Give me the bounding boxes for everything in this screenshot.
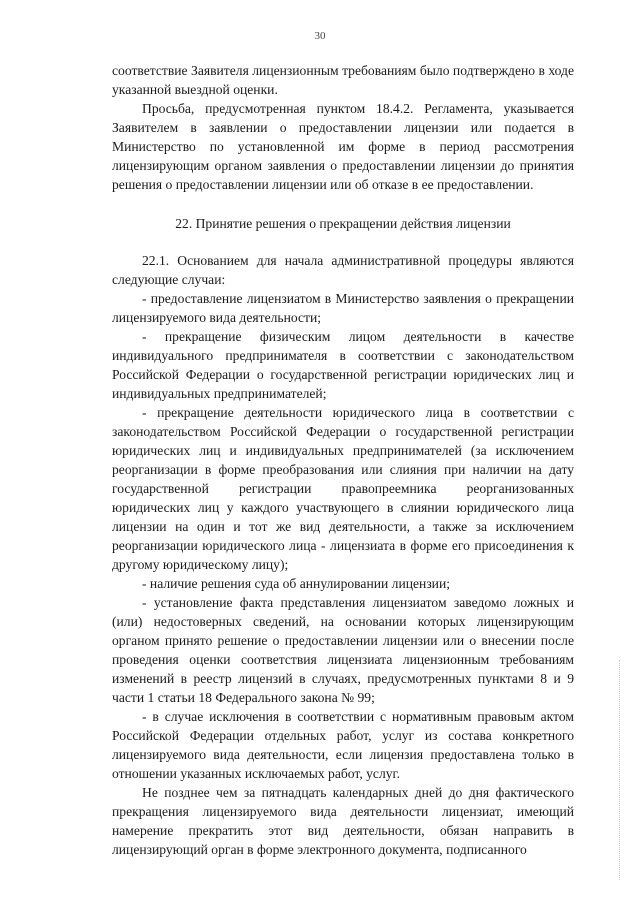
scan-edge-marks: [617, 660, 620, 880]
list-item: - в случае исключения в соответствии с нормативным правовым актом Российской Федерации отдельных работ, услуг из состава конкретного лицензируемого вида деятельности, если лицензия предоставлена только в отношении указанных исключаемых работ, услуг.: [112, 709, 574, 781]
page-number: 30: [314, 30, 326, 42]
paragraph-continuation: соответствие Заявителя лицензионным требованиям было подтверждено в ходе указанной выездной оценки.: [112, 63, 574, 97]
list-item: - прекращение физическим лицом деятельности в качестве индивидуального предпринимателя в соответствии с законодательством Российской Федерации о государственной регистрации юридических лиц и индивидуальных предпринимателей;: [112, 329, 574, 401]
section-heading: 22. Принятие решения о прекращении действия лицензии: [175, 216, 511, 231]
paragraph-grounds: 22.1. Основанием для начала административной процедуры являются следующие случаи:: [112, 253, 574, 287]
list-item: - прекращение деятельности юридического лица в соответствии с законодательством Российской Федерации о государственной регистрации юридических лиц и индивидуальных предпринимателей (за исключением реорганизации в форме преобразования или слияния при наличии на дату государственной регистрации правопреемника реорганизованных юридических лиц у каждого участвующего в слиянии юридического лица лицензии на один и тот же вид деятельности, а также за исключением реорганизации юридического лица - лицензиата в форме его присоединения к другому юридическому лицу);: [112, 405, 574, 572]
list-item: - установление факта представления лицензиатом заведомо ложных и (или) недостоверных сведений, на основании которых лицензирующим органом принято решение о предоставлении лицензии или о внесении после проведения оценки соответствия лицензиата лицензионным требованиям изменений в реестр лицензий в случаях, предусмотренных пунктами 8 и 9 части 1 статьи 18 Федерального закона № 99;: [112, 595, 574, 705]
document-body: [112, 61, 574, 859]
paragraph-request: Просьба, предусмотренная пунктом 18.4.2. Регламента, указывается Заявителем в заявлении о предоставлении лицензии или подается в Министерство по установленной им форме в период рассмотрения лицензирующим органом заявления о предоставлении лицензии до принятия решения о предоставлении лицензии или об отказе в ее предоставлении.: [112, 101, 574, 192]
paragraph-notice: Не позднее чем за пятнадцать календарных дней до дня фактического прекращения лицензируемого вида деятельности лицензиат, имеющий намерение прекратить этот вид деятельности, обязан направить в лицензирующий орган в форме электронного документа, подписанного: [112, 785, 574, 857]
list-item: - предоставление лицензиатом в Министерство заявления о прекращении лицензируемого вида деятельности;: [112, 291, 574, 325]
list-item: - наличие решения суда об аннулировании лицензии;: [142, 576, 451, 591]
